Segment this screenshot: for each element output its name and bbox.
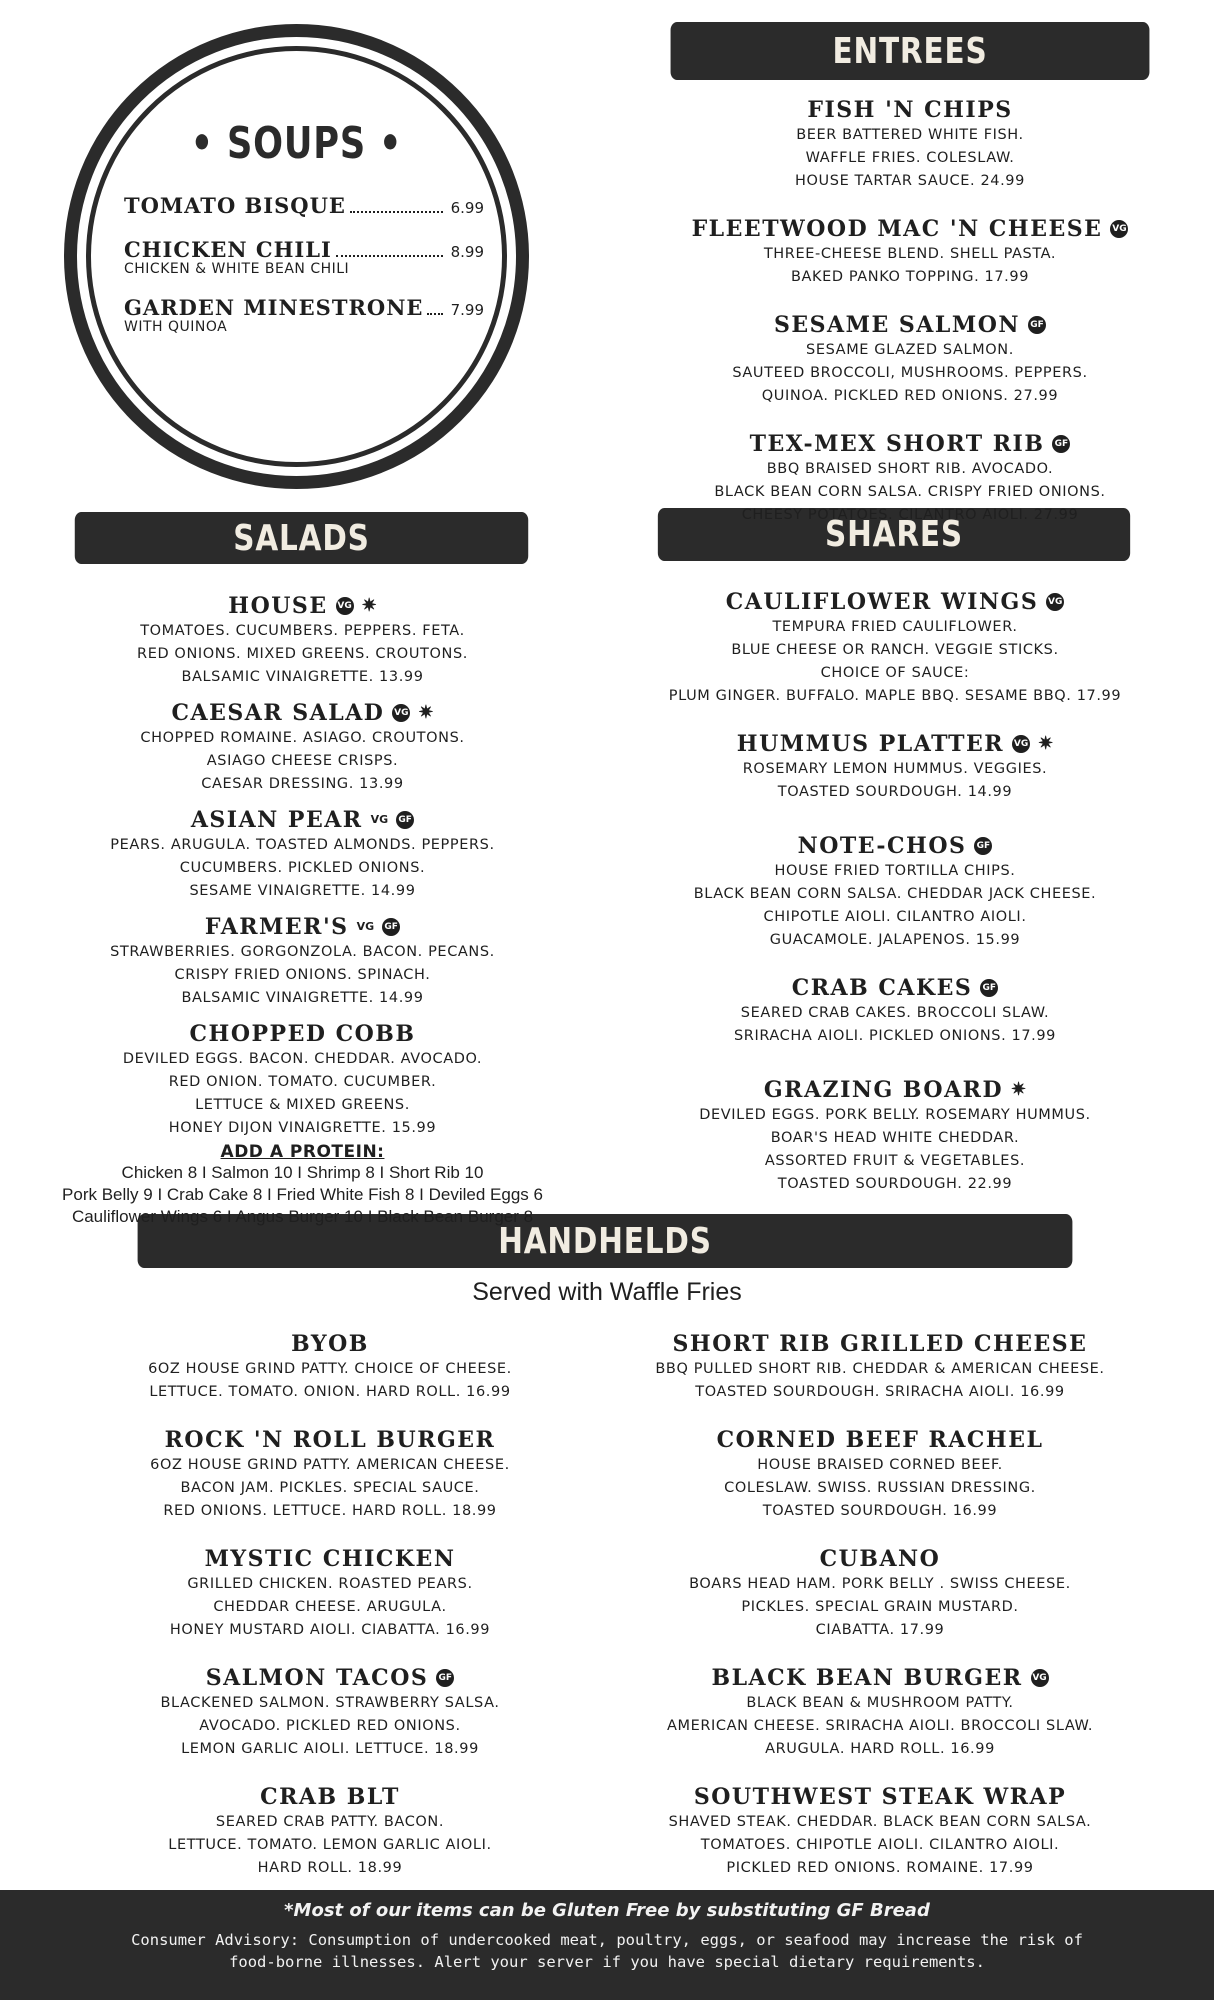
starburst-icon: ✷ — [418, 702, 434, 723]
soup-subtitle: CHICKEN & WHITE BEAN CHILI — [124, 261, 350, 277]
item-desc-line: BOARS HEAD HAM. PORK BELLY . SWISS CHEESE. — [689, 1576, 1071, 1592]
item-name: CRAB CAKES — [791, 975, 973, 1001]
soup-name: TOMATO BISQUE — [124, 193, 346, 218]
item-desc-line: HARD ROLL. 18.99 — [257, 1860, 403, 1876]
item-desc-line: CIABATTA. 17.99 — [815, 1622, 945, 1638]
vegetarian-badge-icon: VG — [1110, 220, 1128, 238]
item-desc-line: CAESAR DRESSING. 13.99 — [201, 776, 404, 792]
gluten-free-badge-icon: GF — [980, 979, 998, 997]
item-desc-line: 6OZ HOUSE GRIND PATTY. AMERICAN CHEESE. — [150, 1457, 510, 1473]
salads-title: SALADS — [233, 517, 370, 559]
starburst-icon: ✷ — [361, 595, 377, 616]
gluten-free-badge-icon: GF — [974, 837, 992, 855]
soup-name: GARDEN MINESTRONE — [124, 295, 424, 320]
handhelds-right-list — [600, 1330, 1160, 1902]
item-desc-line: TOMATOES. CUCUMBERS. PEPPERS. FETA. — [140, 623, 465, 639]
item-desc-line: PLUM GINGER. BUFFALO. MAPLE BBQ. SESAME BBQ. 17.99 — [668, 688, 1122, 704]
item-desc-line: PICKLED RED ONIONS. ROMAINE. 17.99 — [726, 1860, 1034, 1876]
item-desc-line: TOMATOES. CHIPOTLE AIOLI. CILANTRO AIOLI. — [700, 1837, 1060, 1853]
item-desc-line: COLESLAW. SWISS. RUSSIAN DRESSING. — [724, 1480, 1036, 1496]
consumer-advisory-line: food-borne illnesses. Alert your server if you have special dietary requirements. — [229, 1953, 985, 1971]
item-desc-line: AVOCADO. PICKLED RED ONIONS. — [199, 1718, 461, 1734]
item-name: HUMMUS PLATTER — [736, 731, 1005, 757]
item-name: SHORT RIB GRILLED CHEESE — [672, 1331, 1088, 1357]
item-name: ROCK 'N ROLL BURGER — [164, 1427, 496, 1453]
item-desc-line: BEER BATTERED WHITE FISH. — [796, 127, 1024, 143]
item-name: CAESAR SALAD — [171, 700, 385, 726]
item-name: FISH 'N CHIPS — [807, 97, 1013, 123]
menu-item — [640, 311, 1180, 408]
soup-name: CHICKEN CHILI — [124, 237, 332, 262]
item-desc-line: LETTUCE & MIXED GREENS. — [195, 1097, 410, 1113]
shares-list — [610, 588, 1180, 1218]
item-desc-line: TOASTED SOURDOUGH. 22.99 — [777, 1176, 1013, 1192]
item-desc-line: HOUSE BRAISED CORNED BEEF. — [757, 1457, 1003, 1473]
item-name: BLACK BEAN BURGER — [711, 1665, 1023, 1691]
menu-item — [610, 730, 1180, 804]
menu-item — [600, 1783, 1160, 1880]
gluten-free-badge-icon: GF — [396, 811, 414, 829]
menu-item — [600, 1664, 1160, 1761]
item-name: CHOPPED COBB — [189, 1021, 416, 1047]
item-desc-line: SAUTEED BROCCOLI, MUSHROOMS. PEPPERS. — [732, 365, 1088, 381]
item-name: HOUSE — [228, 593, 328, 619]
menu-item — [600, 1330, 1160, 1404]
menu-item — [35, 913, 570, 1010]
salads-banner — [75, 512, 528, 564]
footer-bar — [0, 1890, 1214, 2000]
entrees-list — [640, 96, 1180, 549]
item-name: FLEETWOOD MAC 'N CHEESE — [691, 216, 1103, 242]
item-desc-line: LEMON GARLIC AIOLI. LETTUCE. 18.99 — [181, 1741, 479, 1757]
gluten-free-badge-icon: GF — [1028, 316, 1046, 334]
vegetarian-badge-icon: VG — [1031, 1669, 1049, 1687]
item-desc-line: BLACK BEAN CORN SALSA. CRISPY FRIED ONIONS. — [714, 484, 1106, 500]
item-desc-line: BLACKENED SALMON. STRAWBERRY SALSA. — [160, 1695, 500, 1711]
protein-option-line: Pork Belly 9 I Crab Cake 8 I Fried White Fish 8 I Deviled Eggs 6 — [62, 1185, 543, 1204]
item-desc-line: SRIRACHA AIOLI. PICKLED ONIONS. 17.99 — [733, 1028, 1057, 1044]
item-name: CAULIFLOWER WINGS — [725, 589, 1039, 615]
item-name: SESAME SALMON — [774, 312, 1020, 338]
item-name: SALMON TACOS — [205, 1665, 429, 1691]
menu-item — [600, 1545, 1160, 1642]
item-desc-line: RED ONIONS. MIXED GREENS. CROUTONS. — [137, 646, 468, 662]
menu-item — [610, 832, 1180, 952]
menu-item — [610, 974, 1180, 1048]
menu-item — [60, 1426, 600, 1523]
item-desc-line: RED ONIONS. LETTUCE. HARD ROLL. 18.99 — [163, 1503, 497, 1519]
menu-item — [600, 1426, 1160, 1523]
item-desc-line: DEVILED EGGS. PORK BELLY. ROSEMARY HUMMUS. — [699, 1107, 1091, 1123]
item-desc-line: SHAVED STEAK. CHEDDAR. BLACK BEAN CORN SALSA. — [668, 1814, 1092, 1830]
vegetarian-badge-icon: VG — [392, 704, 410, 722]
gluten-free-badge-icon: GF — [1052, 435, 1070, 453]
item-desc-line: RED ONION. TOMATO. CUCUMBER. — [168, 1074, 437, 1090]
item-desc-line: HOUSE FRIED TORTILLA CHIPS. — [774, 863, 1016, 879]
item-desc-line: PEARS. ARUGULA. TOASTED ALMONDS. PEPPERS. — [110, 837, 495, 853]
item-desc-line: BLUE CHEESE OR RANCH. VEGGIE STICKS. — [731, 642, 1059, 658]
item-name: CORNED BEEF RACHEL — [716, 1427, 1044, 1453]
item-desc-line: TOASTED SOURDOUGH. 14.99 — [777, 784, 1013, 800]
item-desc-line: BLACK BEAN CORN SALSA. CHEDDAR JACK CHEESE. — [693, 886, 1097, 902]
menu-item — [35, 699, 570, 796]
item-desc-line: BALSAMIC VINAIGRETTE. 14.99 — [181, 990, 424, 1006]
add-protein-title: ADD A PROTEIN: — [220, 1142, 385, 1162]
item-desc-line: BBQ PULLED SHORT RIB. CHEDDAR & AMERICAN CHEESE. — [655, 1361, 1105, 1377]
handhelds-subtitle: Served with Waffle Fries — [472, 1278, 742, 1306]
menu-item — [640, 215, 1180, 289]
menu-item — [640, 96, 1180, 193]
item-desc-line: SEARED CRAB PATTY. BACON. — [215, 1814, 445, 1830]
item-desc-line: SEARED CRAB CAKES. BROCCOLI SLAW. — [740, 1005, 1050, 1021]
item-desc-line: BBQ BRAISED SHORT RIB. AVOCADO. — [766, 461, 1054, 477]
item-desc-line: THREE-CHEESE BLEND. SHELL PASTA. — [763, 246, 1057, 262]
item-desc-line: BOAR'S HEAD WHITE CHEDDAR. — [770, 1130, 1020, 1146]
item-name: SOUTHWEST STEAK WRAP — [693, 1784, 1067, 1810]
entrees-banner — [671, 22, 1150, 80]
soup-item-garden-minestrone — [124, 295, 484, 335]
item-desc-line: STRAWBERRIES. GORGONZOLA. BACON. PECANS. — [110, 944, 495, 960]
menu-item — [35, 1020, 570, 1140]
soup-price: 8.99 — [450, 243, 484, 261]
menu-item — [640, 430, 1180, 527]
item-desc-line: CHEDDAR CHEESE. ARUGULA. — [213, 1599, 447, 1615]
menu-item — [35, 806, 570, 903]
protein-option-line: Chicken 8 I Salmon 10 I Shrimp 8 I Short Rib 10 — [121, 1163, 484, 1182]
gluten-free-note: *Most of our items can be Gluten Free by substituting GF Bread — [284, 1900, 930, 1921]
item-desc-line: BALSAMIC VINAIGRETTE. 13.99 — [181, 669, 424, 685]
item-name: BYOB — [291, 1331, 369, 1357]
item-desc-line: LETTUCE. TOMATO. ONION. HARD ROLL. 16.99 — [149, 1384, 511, 1400]
item-desc-line: DEVILED EGGS. BACON. CHEDDAR. AVOCADO. — [122, 1051, 483, 1067]
item-desc-line: WAFFLE FRIES. COLESLAW. — [805, 150, 1015, 166]
item-desc-line: CUCUMBERS. PICKLED ONIONS. — [179, 860, 426, 876]
gluten-free-badge-icon: GF — [436, 1669, 454, 1687]
item-desc-line: SESAME VINAIGRETTE. 14.99 — [189, 883, 416, 899]
item-name: ASIAN PEAR — [190, 807, 363, 833]
item-desc-line: ASSORTED FRUIT & VEGETABLES. — [764, 1153, 1026, 1169]
item-desc-line: HONEY DIJON VINAIGRETTE. 15.99 — [168, 1120, 437, 1136]
item-desc-line: CHOPPED ROMAINE. ASIAGO. CROUTONS. — [140, 730, 465, 746]
item-name: FARMER'S — [204, 914, 349, 940]
item-desc-line: ASIAGO CHEESE CRISPS. — [206, 753, 399, 769]
soup-price: 6.99 — [450, 199, 484, 217]
item-desc-line: GUACAMOLE. JALAPENOS. 15.99 — [769, 932, 1021, 948]
starburst-icon: ✷ — [1011, 1079, 1027, 1100]
item-desc-line: TOASTED SOURDOUGH. 16.99 — [762, 1503, 998, 1519]
menu-item — [60, 1545, 600, 1642]
menu-item — [60, 1330, 600, 1404]
vegetarian-badge-icon: VG — [1012, 735, 1030, 753]
item-name: MYSTIC CHICKEN — [204, 1546, 456, 1572]
item-desc-line: CRISPY FRIED ONIONS. SPINACH. — [174, 967, 431, 983]
vegetarian-badge-icon: VG — [336, 597, 354, 615]
soup-item-chicken-chili — [124, 237, 484, 277]
item-name: CRAB BLT — [260, 1784, 400, 1810]
vegetarian-label: VG — [370, 813, 389, 826]
item-desc-line: BACON JAM. PICKLES. SPECIAL SAUCE. — [180, 1480, 480, 1496]
item-name: CUBANO — [819, 1546, 941, 1572]
soup-subtitle: WITH QUINOA — [124, 319, 228, 335]
item-desc-line: SESAME GLAZED SALMON. — [806, 342, 1014, 358]
vegetarian-label: VG — [356, 920, 375, 933]
item-desc-line: ARUGULA. HARD ROLL. 16.99 — [765, 1741, 995, 1757]
entrees-title: ENTREES — [832, 30, 988, 72]
item-desc-line: BAKED PANKO TOPPING. 17.99 — [790, 269, 1030, 285]
item-name: NOTE-CHOS — [797, 833, 967, 859]
item-name: GRAZING BOARD — [763, 1077, 1004, 1103]
item-desc-line: 6OZ HOUSE GRIND PATTY. CHOICE OF CHEESE. — [148, 1361, 512, 1377]
consumer-advisory-line: Consumer Advisory: Consumption of undercooked meat, poultry, eggs, or seafood may increase the risk of — [131, 1931, 1083, 1949]
item-desc-line: LETTUCE. TOMATO. LEMON GARLIC AIOLI. — [168, 1837, 492, 1853]
menu-item — [610, 1076, 1180, 1196]
salads-list — [35, 592, 570, 1228]
handhelds-title: HANDHELDS — [498, 1220, 712, 1262]
menu-item — [60, 1783, 600, 1880]
soups-title: • SOUPS • — [190, 118, 403, 169]
item-desc-line: ROSEMARY LEMON HUMMUS. VEGGIES. — [742, 761, 1048, 777]
handhelds-left-list — [60, 1330, 600, 1902]
soup-item-tomato-bisque — [124, 193, 484, 219]
menu-item — [610, 588, 1180, 708]
item-desc-line: CHEESY POTATOES. CILANTRO AIOLI. 27.99 — [741, 507, 1079, 523]
menu-item — [35, 592, 570, 689]
item-desc-line: CHOICE OF SAUCE: — [820, 665, 970, 681]
item-desc-line: BLACK BEAN & MUSHROOM PATTY. — [746, 1695, 1014, 1711]
item-desc-line: AMERICAN CHEESE. SRIRACHA AIOLI. BROCCOLI SLAW. — [666, 1718, 1094, 1734]
item-desc-line: TEMPURA FRIED CAULIFLOWER. — [772, 619, 1018, 635]
item-desc-line: GRILLED CHICKEN. ROASTED PEARS. — [187, 1576, 473, 1592]
gluten-free-badge-icon: GF — [382, 918, 400, 936]
soup-price: 7.99 — [450, 301, 484, 319]
item-desc-line: HONEY MUSTARD AIOLI. CIABATTA. 16.99 — [169, 1622, 491, 1638]
starburst-icon: ✷ — [1038, 733, 1054, 754]
item-desc-line: HOUSE TARTAR SAUCE. 24.99 — [795, 173, 1025, 189]
vegetarian-badge-icon: VG — [1046, 593, 1064, 611]
item-desc-line: CHIPOTLE AIOLI. CILANTRO AIOLI. — [763, 909, 1027, 925]
menu-item — [60, 1664, 600, 1761]
item-desc-line: TOASTED SOURDOUGH. SRIRACHA AIOLI. 16.99 — [695, 1384, 1065, 1400]
item-name: TEX-MEX SHORT RIB — [749, 431, 1045, 457]
shares-title: SHARES — [825, 514, 963, 555]
protein-option-line: Cauliflower Wings 6 I Angus Burger 10 I Black Bean Burger 8 — [71, 1207, 534, 1226]
item-desc-line: PICKLES. SPECIAL GRAIN MUSTARD. — [741, 1599, 1019, 1615]
item-desc-line: QUINOA. PICKLED RED ONIONS. 27.99 — [761, 388, 1059, 404]
